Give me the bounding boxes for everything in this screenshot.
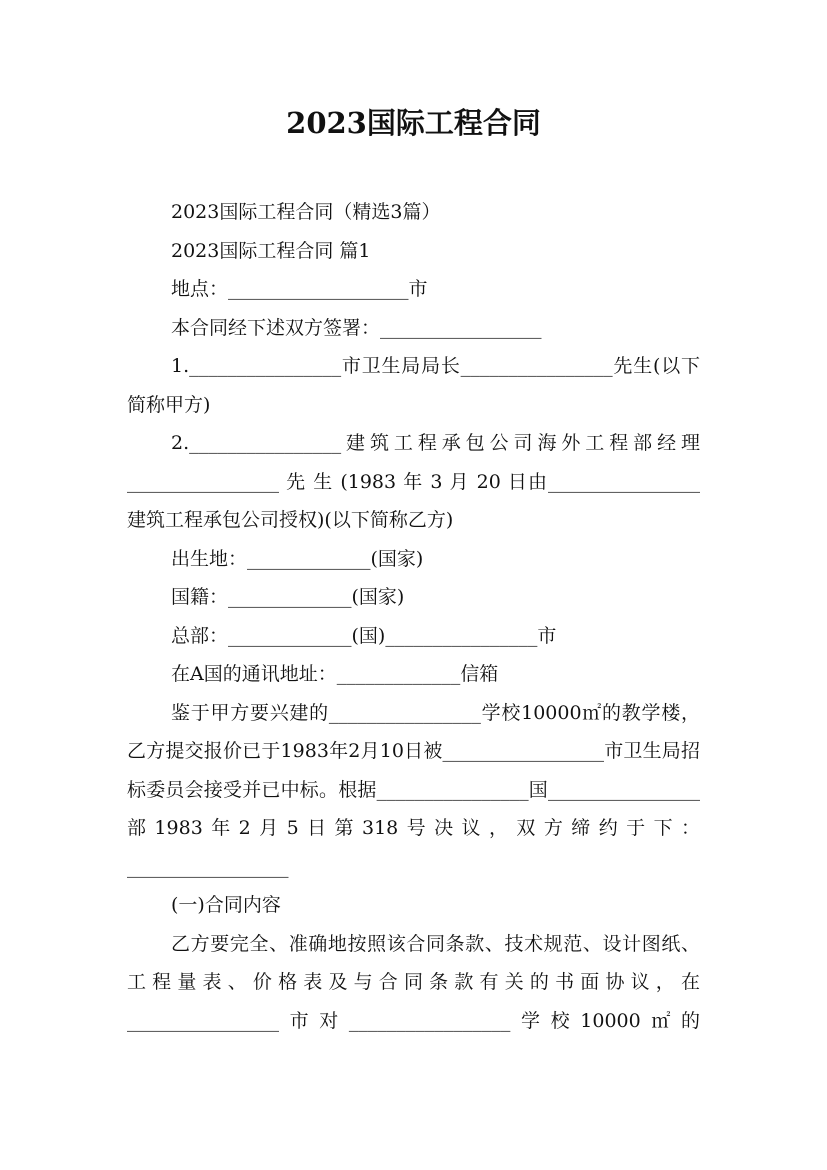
document-body <box>127 193 700 1040</box>
paragraph-section-heading: 2023国际工程合同 篇1 <box>171 239 371 262</box>
paragraph-contract-content: 乙方要完全、准确地按照该合同条款、技术规范、设计图纸、工程量表、价格表及与合同条款有关的书面协议，在________________市对_________________学校10000㎡的 <box>127 932 700 1032</box>
paragraph-party-b: 2.________________建筑工程承包公司海外工程部经理 ________________ 先 生 (1983 年 3 月 20 日由________________建筑工程承包公司授权)(以下简称乙方) <box>127 432 700 531</box>
paragraph-contract-content-heading: (一)合同内容 <box>171 894 281 916</box>
paragraph-whereas: 鉴于甲方要兴建的________________学校10000㎡的教学楼，乙方提交报价已于1983年2月10日被_________________市卫生局招标委员会接受并已中标。根据________________国________________部1983年2月5日第318号决议，双方缔约于下：_________________ <box>127 701 700 878</box>
paragraph-nationality: 国籍：_____________(国家) <box>171 586 405 608</box>
document-title: 2023国际工程合同 <box>286 106 541 140</box>
paragraph-location: 地点：___________________市 <box>171 278 428 300</box>
paragraph-headquarters: 总部：_____________(国)________________市 <box>171 624 557 647</box>
paragraph-address: 在A国的通讯地址：_____________信箱 <box>171 663 499 685</box>
paragraph-signatories: 本合同经下述双方签署：_________________ <box>171 316 542 339</box>
paragraph-birthplace: 出生地：_____________(国家) <box>171 547 424 570</box>
paragraph-subtitle: 2023国际工程合同（精选3篇） <box>171 201 441 223</box>
paragraph-party-a: 1.________________市卫生局局长________________先生(以下简称甲方) <box>127 355 700 416</box>
